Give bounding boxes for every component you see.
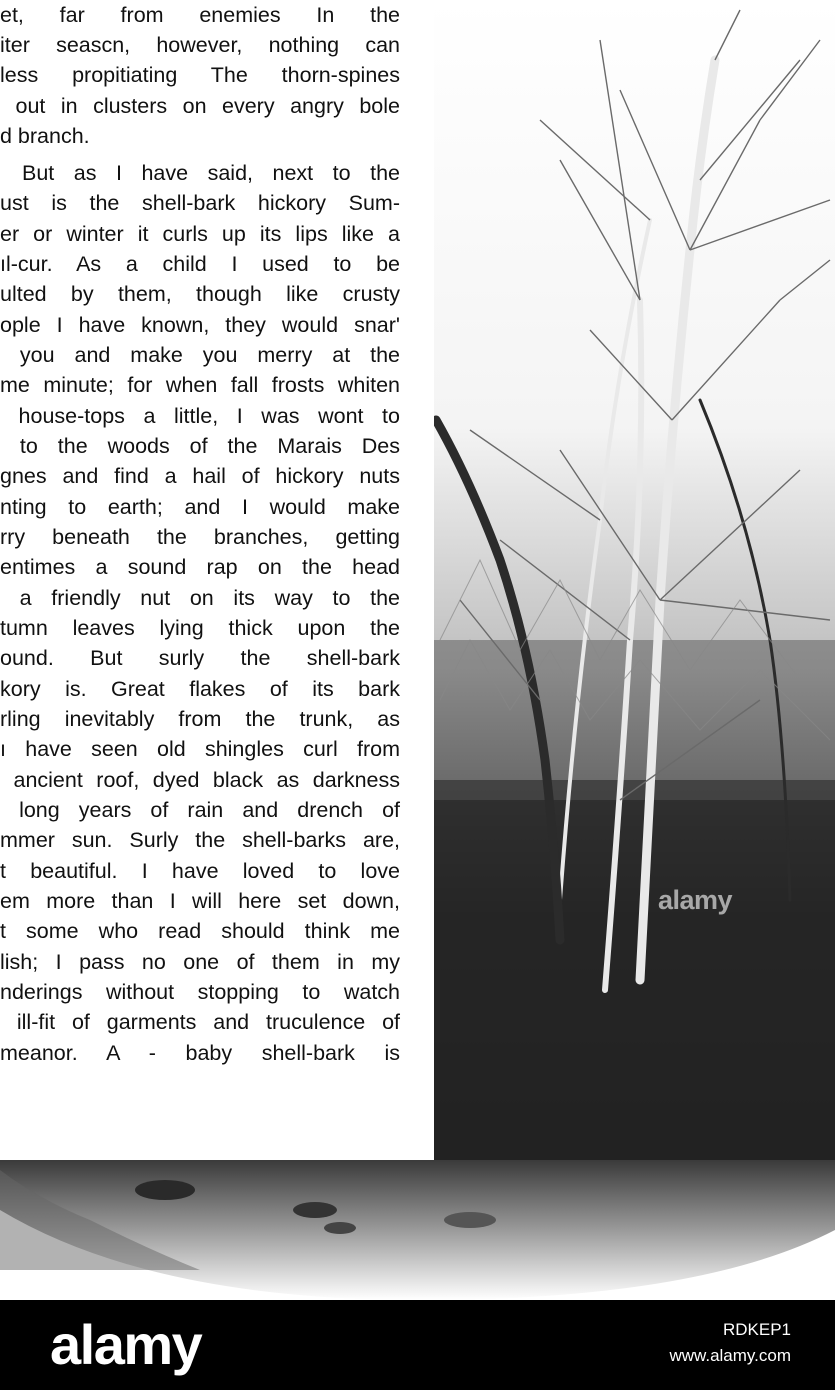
text-line: t beautiful. I have loved to love [0, 859, 400, 883]
text-line: you and make you merry at the [0, 343, 400, 367]
text-line: er or winter it curls up its lips like a [0, 222, 400, 246]
text-line: entimes a sound rap on the head [0, 555, 400, 579]
text-line: ancient roof, dyed black as darkness [0, 768, 400, 792]
text-line: nting to earth; and I would make [0, 495, 400, 519]
text-line: d branch. [0, 124, 90, 148]
text-line: ı have seen old shingles curl from [0, 737, 400, 761]
text-line: rling inevitably from the trunk, as [0, 707, 400, 731]
text-line: lish; I pass no one of them in my [0, 950, 400, 974]
text-line: em more than I will here set down, [0, 889, 400, 913]
image-id: RDKEP1 [722, 1320, 791, 1339]
text-line: et, far from enemies In the [0, 3, 400, 27]
text-line: me minute; for when fall frosts whiten [0, 373, 400, 397]
text-line: ust is the shell-bark hickory Sum- [0, 191, 400, 215]
text-line: tumn leaves lying thick upon the [0, 616, 400, 640]
text-line: to the woods of the Marais Des [0, 434, 400, 458]
alamy-footer-bar [0, 1300, 835, 1390]
text-line: ound. But surly the shell-bark [0, 646, 400, 670]
text-line: meanor. A - baby shell-bark is [0, 1041, 400, 1065]
text-line: long years of rain and drench of [0, 798, 400, 822]
text-line: less propitiating The thorn-spines [0, 63, 400, 87]
text-line: a friendly nut on its way to the [0, 586, 400, 610]
alamy-watermark: alamy [658, 885, 733, 915]
body-text-column [0, 0, 434, 1160]
text-line: ill-fit of garments and truculence of [0, 1010, 400, 1034]
text-line: iter seascn, however, nothing can [0, 33, 400, 57]
text-line: ople I have known, they would snar' [0, 313, 400, 337]
site-url-link[interactable]: www.alamy.com [669, 1346, 791, 1365]
text-line: nderings without stopping to watch [0, 980, 400, 1004]
text-line: But as I have said, next to the [22, 161, 400, 185]
text-line: rry beneath the branches, getting [0, 525, 400, 549]
text-line: t some who read should think me [0, 919, 400, 943]
text-line: ıl-cur. As a child I used to be [0, 252, 400, 276]
text-line: out in clusters on every angry bole [0, 94, 400, 118]
text-line: mmer sun. Surly the shell-barks are, [0, 828, 400, 852]
text-line: ulted by them, though like crusty [0, 282, 400, 306]
text-line: kory is. Great flakes of its bark [0, 677, 400, 701]
alamy-logo[interactable]: alamy [50, 1313, 202, 1376]
text-line: gnes and find a hail of hickory nuts [0, 464, 400, 488]
text-line: house-tops a little, I was wont to [0, 404, 400, 428]
